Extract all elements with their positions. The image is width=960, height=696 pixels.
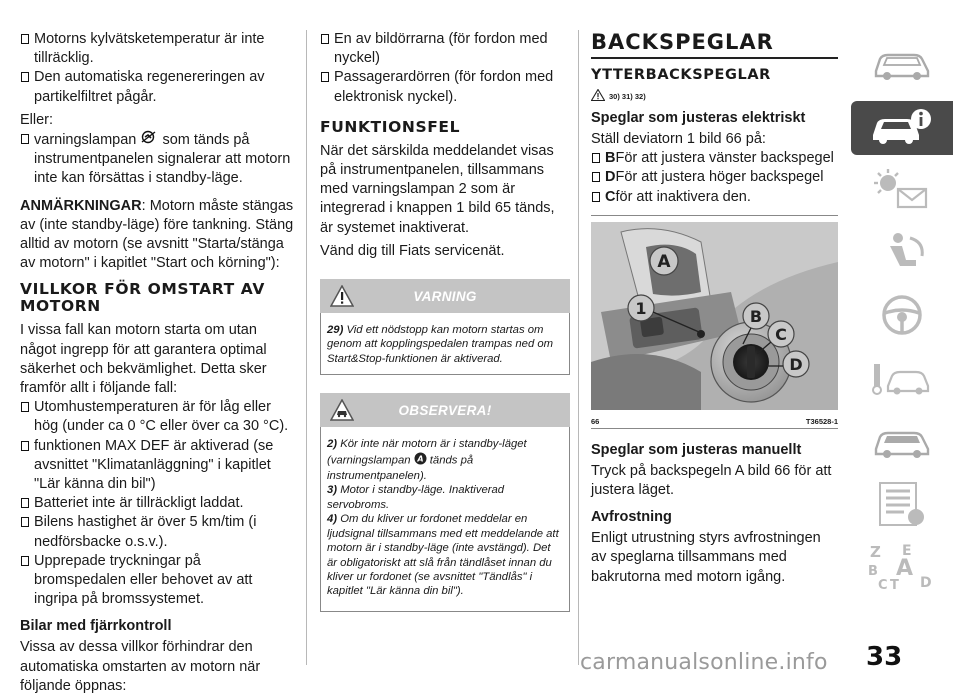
car-caution-icon [330, 399, 354, 426]
mirror-control-photo [591, 222, 838, 410]
paragraph: När det särskilda meddelandet visas på instrumentpanelen, tillsammans med varningslampan 2 som är integrerad i knappen 1 bild 65 tänds, är systemet inaktiverat. [320, 142, 555, 236]
car-icon [870, 43, 934, 88]
list-item [591, 188, 838, 207]
list-item: Passagerardörren (för fordon med elektronisk nyckel). [320, 68, 570, 106]
subheading: Bilar med fjärrkontroll [20, 618, 172, 635]
index-letters-icon [864, 541, 940, 598]
svg-text:A: A [417, 454, 424, 464]
chapter-heading: BACKSPEGLAR [591, 30, 774, 54]
note-number: 4) [327, 513, 338, 526]
tab-emergency[interactable] [851, 353, 953, 407]
warning-title: VARNING [413, 288, 477, 304]
key-letter: B [605, 150, 616, 167]
tab-car-info[interactable] [851, 101, 953, 155]
figure-code: T36528-1 [805, 416, 838, 426]
paragraph: I vissa fall kan motorn starta om utan något ingrepp för att garantera optimal säkerhet och bekvämlighet. Detta sker framför allt i följande fall: [20, 322, 267, 397]
chapter-sidebar [851, 38, 953, 605]
column-divider [578, 30, 579, 665]
subheading: Speglar som justeras elektriskt [591, 110, 806, 126]
caution-box-header [320, 393, 570, 427]
index-letter: D [920, 574, 932, 591]
index-letter: C [878, 577, 888, 593]
tab-safety[interactable] [851, 227, 953, 281]
note-text: Om du kliver ur fordonet meddelar en ljudsignal tillsammans med ett meddelande att motorn är i standby-läge (inte avstängd). Det är obligatoriskt att slå från tändlåset innan du kliver ur fordonet (se avsnittet "Tändlås" i kapitlet "Lär känna din bil"). [327, 513, 559, 598]
callout-1: 1 [635, 298, 647, 318]
warning-lights-icon [872, 167, 932, 216]
note-number: 29) [327, 324, 344, 337]
list-item: En av bildörrarna (för fordon med nyckel) [320, 30, 570, 68]
car-maintenance-icon [870, 421, 934, 466]
tab-warning-lights[interactable] [851, 164, 953, 218]
note-paragraph [20, 197, 295, 274]
callout-c: C [775, 324, 787, 344]
note-text: : Motorn måste stängas av (inte standby-läge) före tankning. Stäng alltid av motorn (se avsnitt "Starta/stänga av motorn" i kapitlet "Start och körning"): [20, 197, 294, 272]
figure [591, 215, 838, 429]
list-item-text: För att justera höger backspegel [615, 169, 824, 186]
engine-standby-icon [414, 452, 427, 469]
index-letter: T [890, 577, 899, 593]
list-item: Utomhustemperaturen är för låg eller hög (under ca 0 °C eller över ca 30 °C). [20, 398, 295, 436]
tab-maintenance[interactable] [851, 416, 953, 470]
column-divider [306, 30, 307, 665]
page-number: 33 [866, 642, 903, 672]
subheading: Avfrostning [591, 509, 672, 526]
warning-box-body [320, 313, 570, 375]
list-item: Den automatiska regenereringen av partikelfiltret pågår. [20, 68, 295, 106]
list-item-text: för att inaktivera den. [615, 188, 751, 205]
list-item [20, 130, 295, 189]
list-item-text: varningslampan [34, 131, 137, 148]
caution-title: OBSERVERA! [398, 402, 492, 418]
callout-b: B [749, 306, 763, 326]
figure-caption [591, 417, 838, 426]
key-letter: D [605, 169, 616, 186]
paragraph: Enligt utrustning styrs avfrostningen av speglarna tillsammans med bakrutorna med motorn igång. [591, 530, 821, 585]
column-middle [320, 30, 570, 612]
list-item: Bilens hastighet är över 5 km/tim (i nedförsbacke o.s.v.). [20, 513, 295, 551]
note-label: ANMÄRKNINGAR [20, 197, 142, 214]
index-letter: A [896, 555, 914, 581]
note-text: Motor i standby-läge. Inaktiverad servobroms. [327, 484, 505, 511]
reference-numbers: 30) 31) 32) [609, 91, 646, 101]
list-item: funktionen MAX DEF är aktiverad (se avsnittet "Klimatanläggning" i kapitlet "Lär känna din bil") [20, 437, 295, 495]
note-text: tänds på instrumentpanelen). [327, 454, 474, 483]
section-heading: YTTERBACKSPEGLAR [591, 67, 771, 83]
paragraph: Vissa av dessa villkor förhindrar den automatiska omstarten av motorn när följande öppnas: [20, 639, 261, 694]
steering-wheel-icon [878, 293, 926, 342]
note-text: Vid ett nödstopp kan motorn startas om genom att kopplingspedalen trampas ned om Start&Stop-funktionen är aktiverad. [327, 324, 554, 365]
section-heading: VILLKOR FÖR OMSTART AV MOTORN [20, 280, 265, 316]
list-item: Batteriet inte är tillräckligt laddat. [20, 494, 295, 513]
caution-note [327, 437, 563, 483]
list-item: Motorns kylvätsketemperatur är inte tillräcklig. [20, 30, 295, 68]
note-number: 3) [327, 484, 338, 497]
list-item [591, 149, 838, 168]
callout-a: A [657, 251, 671, 272]
callout-d: D [789, 354, 803, 374]
specs-list-icon [876, 481, 928, 532]
tab-technical-data[interactable] [851, 479, 953, 533]
column-right [591, 30, 838, 587]
engine-standby-warning-icon [140, 130, 158, 150]
caution-note [327, 512, 563, 598]
warning-triangle-icon [330, 285, 354, 312]
warning-triangle-icon [591, 89, 605, 103]
index-letter: E [902, 542, 912, 559]
paragraph: Eller: [20, 111, 54, 128]
paragraph: Ställ deviatorn 1 bild 66 på: [591, 131, 766, 147]
section-heading: FUNKTIONSFEL [320, 117, 461, 136]
airbag-seat-icon [872, 230, 932, 279]
warning-box-header [320, 279, 570, 313]
column-left [20, 30, 295, 696]
figure-number: 66 [591, 416, 600, 426]
list-item-text: För att justera vänster backspegel [615, 150, 834, 167]
tab-index[interactable] [851, 542, 953, 596]
list-item: Upprepade tryckningar på bromspedalen eller behovet av att ingripa på bromssystemet. [20, 552, 295, 610]
index-letter: Z [870, 542, 881, 561]
paragraph: Tryck på backspegeln A bild 66 för att justera läget. [591, 462, 832, 499]
caution-note [327, 483, 563, 512]
list-item-text: som tänds på instrumentpanelen signalerar att motorn inte kan försättas i standby-läge. [34, 131, 291, 187]
tab-starting-driving[interactable] [851, 290, 953, 344]
note-references [591, 89, 838, 103]
paragraph: Vänd dig till Fiats servicenät. [320, 242, 505, 259]
car-wrench-icon [870, 356, 934, 405]
caution-box-body [320, 427, 570, 611]
watermark: carmanualsonline.info [580, 650, 828, 675]
note-text: Kör inte när motorn är i standby-läget (varningslampan [327, 438, 527, 467]
subheading: Speglar som justeras manuellt [591, 441, 802, 458]
note-number: 2) [327, 438, 338, 451]
car-info-icon [869, 105, 935, 152]
index-letter: B [868, 563, 878, 579]
heading-rule [591, 57, 838, 59]
list-item [591, 168, 838, 187]
tab-car[interactable] [851, 38, 953, 92]
key-letter: C [605, 188, 616, 205]
